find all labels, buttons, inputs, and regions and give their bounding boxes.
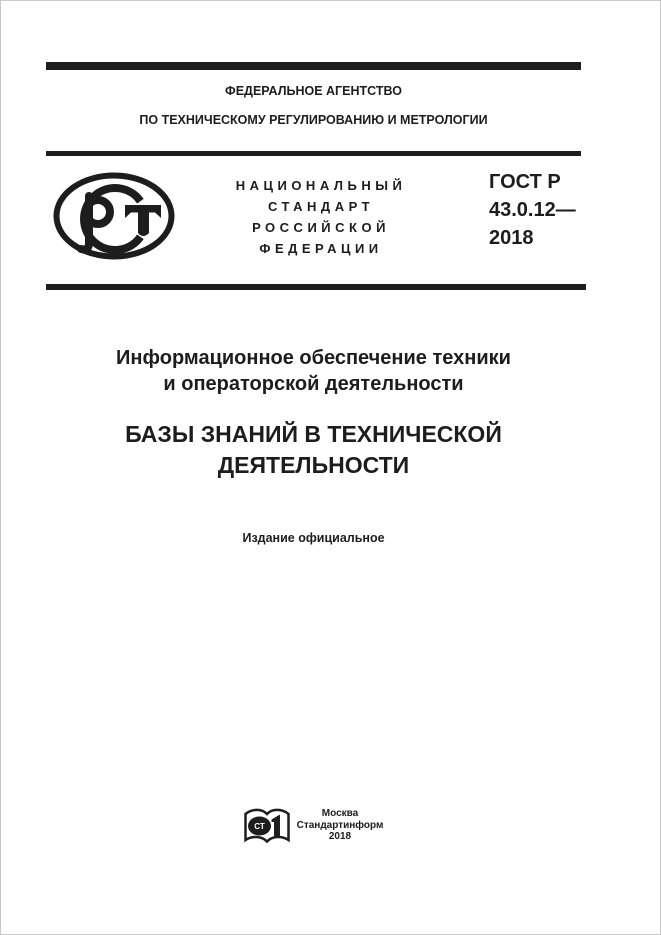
- designation-line: 43.0.12—: [489, 199, 576, 221]
- standard-kind-line: ФЕДЕРАЦИИ: [259, 241, 383, 256]
- band-divider-rule: [46, 284, 586, 290]
- imprint-year: 2018: [328, 831, 352, 842]
- agency-name-line: ПО ТЕХНИЧЕСКОМУ РЕГУЛИРОВАНИЮ И МЕТРОЛОГИИ: [139, 113, 488, 127]
- standartinform-logo-icon: [244, 806, 290, 848]
- standard-subtitle: [46, 345, 581, 397]
- publisher-imprint: [46, 806, 581, 848]
- subtitle-line: Информационное обеспечение техники: [116, 347, 511, 369]
- edition-note: Издание официальное: [242, 531, 385, 545]
- agency-header: [46, 85, 581, 127]
- agency-name-line: ФЕДЕРАЛЬНОЕ АГЕНТСТВО: [225, 84, 402, 98]
- header-divider-rule: [46, 151, 581, 156]
- designation-line: ГОСТ Р: [489, 171, 561, 193]
- imprint-city: Москва: [321, 808, 359, 819]
- standard-kind-label: [181, 175, 461, 259]
- standard-designation: [489, 168, 629, 252]
- standard-main-title: [46, 419, 581, 481]
- imprint-publisher: Стандартинформ: [296, 819, 384, 831]
- imprint-text: [297, 806, 384, 843]
- top-divider-rule: [46, 62, 581, 70]
- standard-kind-line: НАЦИОНАЛЬНЫЙ: [235, 178, 407, 193]
- standard-kind-line: РОССИЙСКОЙ: [252, 220, 390, 235]
- subtitle-line: и операторской деятельности: [163, 373, 464, 395]
- main-title-line: БАЗЫ ЗНАНИЙ В ТЕХНИЧЕСКОЙ: [125, 421, 502, 447]
- rst-certification-mark-icon: [53, 172, 175, 260]
- standard-kind-line: СТАНДАРТ: [267, 199, 375, 214]
- designation-line: 2018: [489, 227, 534, 249]
- standartinform-logo-letters: СТ: [253, 822, 265, 831]
- main-title-line: ДЕЯТЕЛЬНОСТИ: [217, 452, 410, 478]
